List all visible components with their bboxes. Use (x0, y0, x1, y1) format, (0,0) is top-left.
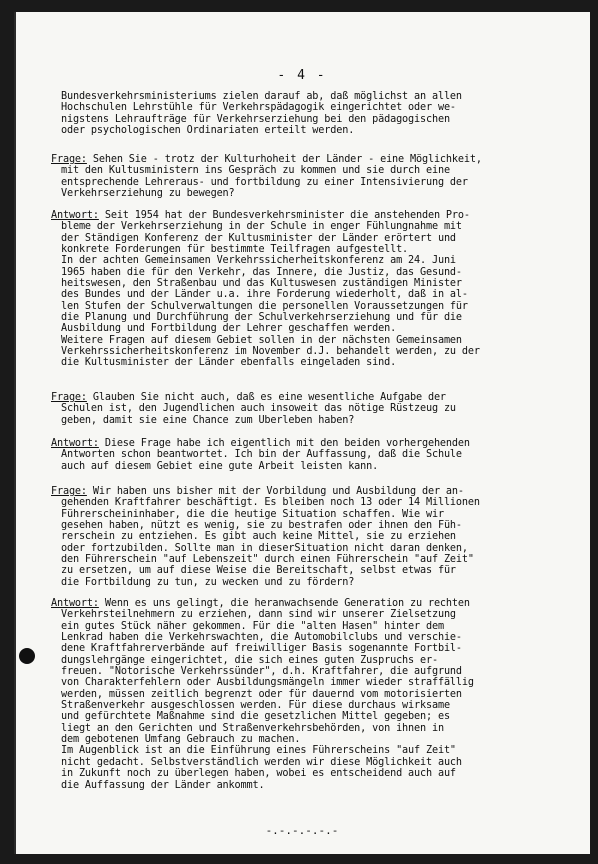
text-line: Glauben Sie nicht auch, daß es eine wesentliche Aufgabe der (86, 392, 446, 403)
text-line: oder psychologischen Ordinariaten erteilt werden. (61, 125, 355, 137)
text-line: dungslehrgänge eingerichtet, die sich eines guten Zuspruchs er- (61, 654, 438, 666)
punch-hole (19, 648, 35, 664)
text-line: Verkehrssicherheitskonferenz im November d.J. behandelt werden, zu der (61, 346, 480, 358)
text-line: len Stufen der Schulverwaltungen die personellen Voraussetzungen für (61, 300, 468, 312)
text-line: Wenn es uns gelingt, die heranwachsende Generation zu rechten (98, 598, 470, 609)
question-block (51, 486, 581, 588)
text-line: Antworten schon beantwortet. Ich bin der Auffassung, daß die Schule (61, 449, 462, 461)
text-line: Hochschulen Lehrstühle für Verkehrspädagogik eingerichtet oder we- (61, 102, 456, 114)
answer-label: Antwort: (51, 210, 99, 221)
text-line: 1965 haben die für den Verkehr, das Innere, die Justiz, das Gesund- (61, 266, 462, 278)
question-label: Frage: (51, 486, 87, 497)
text-line: von Charakterfehlern oder Ausbildungsmängeln immer wieder straffällig (61, 677, 474, 689)
text-line: Sehen Sie - trotz der Kulturhoheit der Länder - eine Möglichkeit, (86, 154, 482, 165)
text-line: gesehen haben, nützt es wenig, sie zu bestrafen oder ihnen den Füh- (61, 520, 462, 532)
text-line: gehenden Kraftfahrer beschäftigt. Es bleiben noch 13 oder 14 Millionen (61, 497, 480, 509)
text-line: die Planung und Durchführung der Schulverkehrserziehung und für die (61, 312, 462, 324)
text-line: Bundesverkehrsministeriums zielen darauf ab, daß möglichst an allen (61, 91, 462, 102)
text-line: Weitere Fragen auf diesem Gebiet sollen in der nächsten Gemeinsamen (61, 334, 462, 346)
text-line: Lenkrad haben die Verkehrswachten, die Automobilclubs und verschie- (61, 632, 462, 644)
text-line: auch auf diesem Gebiet eine gute Arbeit leisten kann. (61, 460, 379, 472)
answer-label: Antwort: (51, 598, 99, 609)
text-line: nicht gedacht. Selbstverständlich werden wir diese Möglichkeit auch (61, 756, 462, 768)
document-page (14, 12, 590, 854)
text-line: heitswesen, den Straßenbau und das Kultuswesen zuständigen Minister (61, 278, 462, 290)
text-line: dene Kraftfahrerverbände auf freiwilliger Basis sogenannte Fortbil- (61, 643, 462, 655)
text-line: dem gebotenen Umfang Gebrauch zu machen. (61, 734, 301, 746)
end-mark: -.-.-.-.-.- (265, 824, 339, 837)
text-line: ein gutes Stück näher gekommen. Für die "alten Hasen" hinter dem (61, 620, 444, 632)
paragraph-intro (51, 91, 581, 136)
text-line: freuen. "Notorische Verkehrssünder", d.h. Kraftfahrer, die aufgrund (61, 666, 462, 678)
text-line: die Kultusminister der Länder ebenfalls eingeladen sind. (61, 357, 397, 369)
answer-block (51, 210, 581, 369)
text-line: entsprechende Lehreraus- und fortbildung zu einer Intensivierung der (61, 176, 468, 188)
text-line: Diese Frage habe ich eigentlich mit den beiden vorhergehenden (98, 438, 470, 449)
answer-block (51, 598, 581, 791)
text-line: Seit 1954 hat der Bundesverkehrsminister die anstehenden Pro- (98, 210, 470, 221)
text-line: Im Augenblick ist an die Einführung eines Führerscheins "auf Zeit" (61, 745, 456, 757)
text-line: des Bundes und der Länder u.a. ihre Forderung wiederholt, daß in al- (61, 289, 468, 301)
text-line: Wir haben uns bisher mit der Vorbildung und Ausbildung der an- (86, 486, 464, 497)
question-label: Frage: (51, 154, 87, 165)
text-line: liegt an den Gerichten und Straßenverkehrsbehörden, von ihnen in (61, 722, 444, 734)
answer-block (51, 438, 581, 472)
text-line: zu ersetzen, um auf diese Weise die Bereitschaft, selbst etwas für (61, 565, 456, 577)
text-line: konkrete Forderungen für bestimmte Teilfragen aufgestellt. (61, 244, 409, 256)
text-line: Schulen ist, den Jugendlichen auch insoweit das nötige Rüstzeug zu (61, 403, 456, 415)
text-line: Führerscheininhaber, die die heutige Situation schaffen. Wie wir (61, 508, 444, 520)
text-line: den Führerschein "auf Lebenszeit" durch einen Führerschein "auf Zeit" (61, 554, 474, 566)
text-line: bleme der Verkehrserziehung in der Schule in enger Fühlungnahme mit (61, 221, 462, 233)
text-line: Straßenverkehr ausgeschlossen werden. Für diese durchaus wirksame (61, 700, 450, 712)
text-line: Ausbildung und Fortbildung der Lehrer geschaffen werden. (61, 323, 397, 335)
text-line: rerschein zu entziehen. Es gibt auch keine Mittel, sie zu erziehen (61, 531, 456, 543)
text-line: geben, damit sie eine Chance zum Überleben haben? (61, 414, 355, 426)
text-line: in Zukunft noch zu überlegen haben, wobei es entscheidend auch auf (61, 768, 456, 780)
text-line: In der achten Gemeinsamen Verkehrssicherheitskonferenz am 24. Juni (61, 255, 456, 267)
text-line: und gefürchtete Maßnahme sind die gesetzlichen Mittel gegeben; es (61, 711, 450, 723)
text-line: nigstens Lehraufträge für Verkehrserziehung bei den pädagogischen (61, 113, 450, 125)
question-block (51, 392, 581, 426)
text-line: mit den Kultusministern ins Gespräch zu kommen und sie durch eine (61, 165, 450, 177)
text-line: Verkehrsteilnehmern zu erziehen, dann sind wir unserer Zielsetzung (61, 609, 456, 621)
page-number: - 4 - (277, 68, 327, 83)
question-label: Frage: (51, 392, 87, 403)
text-line: der Ständigen Konferenz der Kultusminister der Länder erörtert und (61, 232, 456, 244)
text-line: die Fortbildung zu tun, zu wecken und zu fördern? (61, 576, 355, 588)
text-line: die Auffassung der Länder ankommt. (61, 779, 265, 791)
text-line: oder fortzubilden. Sollte man in dieserSituation nicht daran denken, (61, 542, 468, 554)
question-block (51, 154, 581, 199)
text-line: Verkehrserziehung zu bewegen? (61, 188, 235, 200)
answer-label: Antwort: (51, 438, 99, 449)
text-line: werden, müssen zeitlich begrenzt oder für dauernd vom motorisierten (61, 688, 462, 700)
